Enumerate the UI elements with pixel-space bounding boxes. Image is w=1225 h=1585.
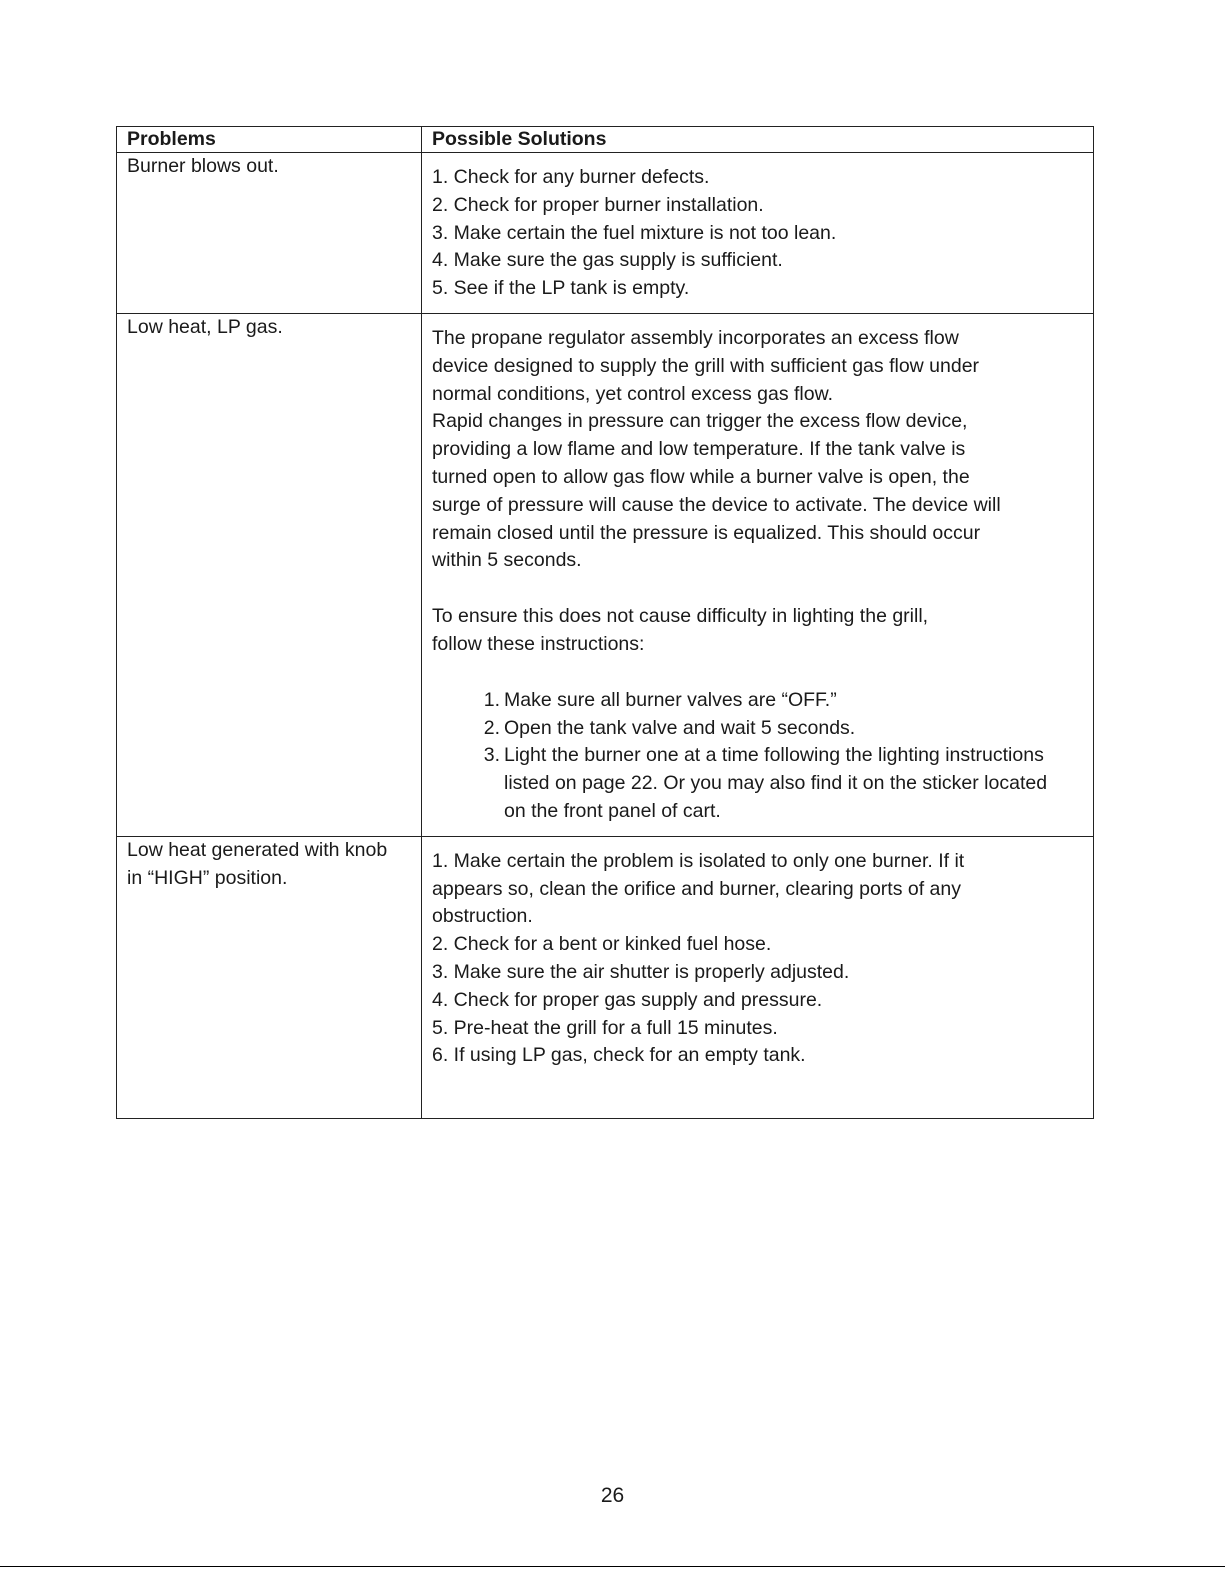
page-number: 26: [600, 1484, 625, 1507]
explanation-line: The propane regulator assembly incorporates an excess flow: [432, 326, 959, 349]
list-item: [474, 687, 1083, 715]
column-header-problems: Problems: [117, 127, 422, 153]
table-row: [117, 836, 1094, 1118]
step-number: 1.: [483, 688, 500, 711]
problem-cell: [117, 313, 422, 836]
solution-line: 4. Make sure the gas supply is sufficient.: [432, 249, 783, 272]
step-text: Light the burner one at a time following the lighting instructions: [504, 744, 1044, 767]
bottom-divider: [0, 1566, 1225, 1567]
solution-line: 1. Make certain the problem is isolated to only one burner. If it: [432, 849, 965, 872]
solution-cell: [422, 313, 1094, 836]
explanation-line: providing a low flame and low temperature. If the tank valve is: [432, 438, 966, 461]
explanation-line: turned open to allow gas flow while a burner valve is open, the: [432, 465, 970, 488]
solution-line: 3. Make sure the air shutter is properly adjusted.: [432, 960, 850, 983]
step-text: Open the tank valve and wait 5 seconds.: [504, 716, 856, 739]
step-text: listed on page 22. Or you may also find it on the sticker located: [504, 772, 1048, 795]
problem-text: Low heat, LP gas.: [127, 315, 283, 338]
explanation-line: device designed to supply the grill with sufficient gas flow under: [432, 354, 980, 377]
problem-text: Low heat generated with knob: [127, 838, 388, 861]
troubleshooting-table: [116, 126, 1094, 1119]
solution-line: 2. Check for proper burner installation.: [432, 193, 764, 216]
table-row: [117, 153, 1094, 314]
solution-line: 6. If using LP gas, check for an empty tank.: [432, 1044, 806, 1067]
solution-line: obstruction.: [432, 905, 533, 928]
problem-cell: [117, 836, 422, 1118]
instruction-intro-line: To ensure this does not cause difficulty in lighting the grill,: [432, 605, 929, 628]
explanation-line: normal conditions, yet control excess gas flow.: [432, 382, 834, 405]
explanation-line: surge of pressure will cause the device to activate. The device will: [432, 493, 1001, 516]
solution-line: 5. Pre-heat the grill for a full 15 minutes.: [432, 1016, 778, 1039]
column-header-solutions: Possible Solutions: [422, 127, 1094, 153]
explanation-line: remain closed until the pressure is equalized. This should occur: [432, 521, 981, 544]
table-row: [117, 313, 1094, 836]
problem-text: in “HIGH” position.: [127, 866, 288, 889]
problem-text: Burner blows out.: [127, 155, 279, 177]
step-text: on the front panel of cart.: [504, 799, 721, 822]
explanation-line: within 5 seconds.: [432, 549, 582, 572]
explanation-line: Rapid changes in pressure can trigger the excess flow device,: [432, 410, 968, 433]
solution-cell: [422, 153, 1094, 314]
solution-line: 1. Check for any burner defects.: [432, 166, 710, 188]
problem-cell: [117, 153, 422, 314]
step-number: 2.: [483, 716, 500, 739]
instruction-intro-line: follow these instructions:: [432, 632, 645, 655]
list-item: [474, 742, 1083, 825]
solution-line: appears so, clean the orifice and burner, clearing ports of any: [432, 877, 961, 900]
step-number: 3.: [483, 744, 500, 767]
lighting-steps-list: [432, 687, 1083, 826]
table-header-row: [117, 127, 1094, 153]
solution-line: 5. See if the LP tank is empty.: [432, 277, 690, 300]
solution-line: 2. Check for a bent or kinked fuel hose.: [432, 933, 772, 956]
list-item: [474, 715, 1083, 743]
solution-line: 3. Make certain the fuel mixture is not too lean.: [432, 221, 837, 244]
solution-cell: [422, 836, 1094, 1118]
step-text: Make sure all burner valves are “OFF.”: [504, 688, 837, 711]
solution-line: 4. Check for proper gas supply and pressure.: [432, 988, 823, 1011]
